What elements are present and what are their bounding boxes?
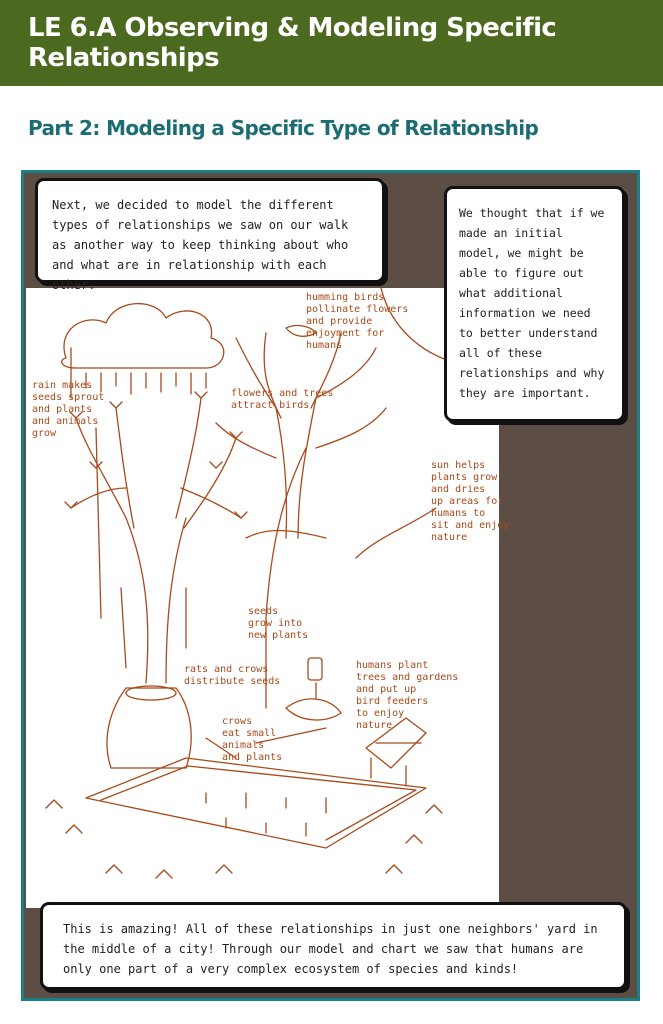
conclusion-text: This is amazing! All of these relationships in just one neighbors' yard in the middle of a city! Through our model and chart we saw that humans are only one part of a very complex ecosystem of species and kinds!: [63, 922, 598, 976]
label-hummingbirds: humming birds pollinate flowers and provide enjoyment for humans: [306, 292, 409, 351]
thought-speech-bubble: [444, 186, 625, 422]
section-title: Part 2: Modeling a Specific Type of Relationship: [28, 116, 539, 140]
intro-speech-bubble: [35, 178, 385, 292]
thought-text: We thought that if we made an initial model, we might be able to figure out what additional information we need to better understand all of these relationships and why they are important.: [459, 206, 605, 400]
label-rats-crows: rats and crows distribute seeds: [184, 664, 281, 687]
label-crows: crows eat small animals and plants: [222, 716, 283, 763]
label-rain: rain makes seeds sprout and plants and animals grow: [32, 380, 105, 439]
label-sun: sun helps plants grow and dries up areas for humans to sit and enjoy nature: [431, 460, 510, 543]
label-flowers-trees: flowers and trees attract birds: [231, 388, 334, 411]
conclusion-speech-bubble: [40, 902, 627, 990]
label-humans: humans plant trees and gardens and put up bird feeders to enjoy nature: [356, 660, 459, 731]
page-title: LE 6.A Observing & Modeling Specific Relationships: [28, 13, 557, 73]
ecosystem-sketch: [26, 288, 510, 908]
label-seeds: seeds grow into new plants: [248, 606, 309, 641]
page-header: [0, 0, 663, 86]
intro-text: Next, we decided to model the different types of relationships we saw on our walk as another way to keep thinking about who and what are in relationship with each other.: [52, 198, 349, 292]
